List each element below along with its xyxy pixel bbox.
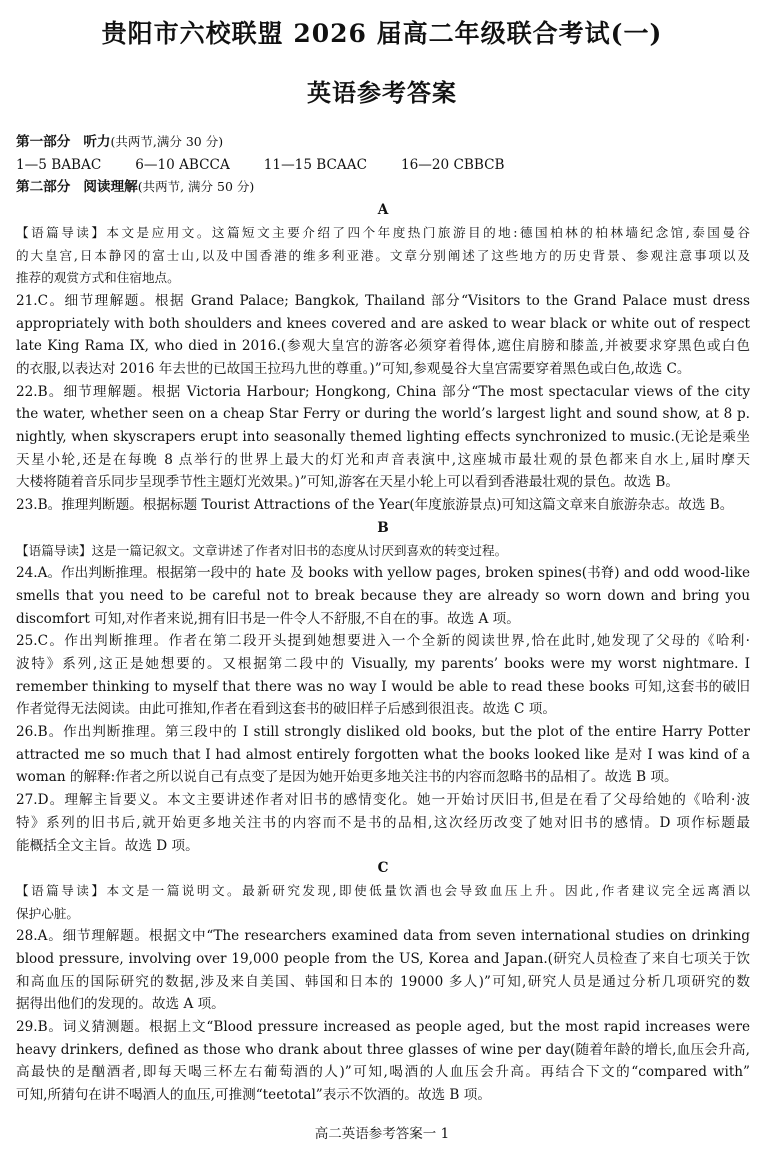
q27-line: 27.D。理解主旨要义。本文主要讲述作者对旧书的感情变化。她一开始讨厌旧书,但是在看了父母给她的《哈利·波 <box>16 792 750 809</box>
doc-subtitle: 英语参考答案 <box>307 78 457 107</box>
exam-title: 贵阳市六校联盟 2026 届高二年级联合考试(一) <box>101 19 663 48</box>
answer-group: 6—10 ABCCA <box>135 156 230 173</box>
part1-name: 听力 <box>83 134 111 150</box>
q27-line: 特》系列的旧书后,就开始更多地关注书的内容而不是书的品相,这次经历改变了她对旧书的感情。D 项作标题最 <box>16 814 750 831</box>
q22-line: 大楼将随着音乐同步呈现季节性主题灯光效果。)”可知,游客在天星小轮上可以看到香港最壮观的景色。故选 B。 <box>16 474 679 491</box>
q21-line: 的衣服,以表达对 2016 年去世的已故国王拉玛九世的尊重。)”可知,参观曼谷大皇宫需要穿着黑色或白色,故选 C。 <box>16 360 691 377</box>
q25-line: 作者觉得无法阅读。由此可推知,作者在看到这套书的破旧样子后感到很沮丧。故选 C 项。 <box>16 701 556 718</box>
q26-line: woman 的解释:作者之所以说自己有点变了是因为她开始更多地关注书的内容而忽略书的品相了。故选 B 项。 <box>16 769 678 786</box>
page-footer: 高二英语参考答案一 1 <box>314 1126 450 1142</box>
section-a-heading: A <box>377 202 389 219</box>
section-c-heading: C <box>377 860 389 877</box>
section-a-intro-line: 【语篇导读】本文是应用文。这篇短文主要介绍了四个年度热门旅游目的地:德国柏林的柏林墙纪念馆,泰国曼谷 <box>16 224 750 240</box>
part1-label: 第一部分 <box>16 134 71 150</box>
section-a-intro-line: 推荐的观赏方式和住宿地点。 <box>16 270 180 286</box>
q28-line: 据得出他们的发现的。故选 A 项。 <box>16 996 225 1013</box>
q21-line: appropriately with both shoulders and knees covered and are asked to wear black or white out of respect <box>16 315 750 332</box>
section-a-intro-line: 的大皇宫,日本静冈的富士山,以及中国香港的维多利亚港。文章分别阐述了这些地方的历史背景、参观注意事项以及 <box>16 247 750 263</box>
q28-line: blood pressure, involving over 19,000 people from the US, Korea and Japan.(研究人员检查了来自七项关于饮 <box>16 951 750 967</box>
part2-name: 阅读理解 <box>83 179 138 196</box>
q28-line: 和高血压的国际研究的数据,涉及来自美国、韩国和日本的 19000 多人)”可知,研究人员是通过分析几项研究的数 <box>16 973 750 990</box>
q25-line: remember thinking to myself that there was no way I would be able to read these books 可知,这套书的破旧 <box>16 678 750 695</box>
listening-answers <box>16 154 750 177</box>
q26-line: 26.B。作出判断推理。第三段中的 I still strongly disliked old books, but the plot of the entire Harry Potter <box>16 724 750 741</box>
q24-line: smells that you need to be careful not to break because they are already so worn down and bring you <box>16 587 750 604</box>
q22-line: 22.B。细节理解题。根据 Victoria Harbour; Hongkong, China 部分“The most spectacular views of the city <box>16 383 750 400</box>
q29-line: 高最快的是酗酒者,即每天喝三杯左右葡萄酒的人)”可知,喝酒的人血压会升高。再结合下文的“compared with” <box>16 1064 750 1081</box>
answer-group: 1—5 BABAC <box>16 156 102 173</box>
q26-line: attracted me so much that I had almost entirely forgotten what the books looked like 是对 I was kind of a <box>16 746 750 763</box>
q29-line: heavy drinkers, defined as those who drank about three glasses of wine per day(随着年龄的增长,血压会升高, <box>16 1041 750 1058</box>
answer-group: 11—15 BCAAC <box>263 156 367 173</box>
q23-line: 23.B。推理判断题。根据标题 Tourist Attractions of the Year(年度旅游景点)可知这篇文章来自旅游杂志。故选 B。 <box>16 497 734 514</box>
q25-line: 25.C。作出判断推理。作者在第二段开头提到她想要进入一个全新的阅读世界,恰在此时,她发现了父母的《哈利· <box>16 633 750 650</box>
q29-line: 可知,所猜句在讲不喝酒人的血压,可推测“teetotal”表示不饮酒的。故选 B 项。 <box>16 1087 491 1104</box>
part2-heading <box>16 176 750 199</box>
part1-note: (共两节,满分 30 分) <box>110 134 224 149</box>
content-body <box>16 131 750 1107</box>
q22-line: the water, whether seen on a cheap Star Ferry or during the world’s largest light and sound show, at 8 p. <box>16 406 750 423</box>
section-b-intro-line: 【语篇导读】这是一篇记叙文。文章讲述了作者对旧书的态度从讨厌到喜欢的转变过程。 <box>16 542 508 558</box>
q27-line: 能概括全文主旨。故选 D 项。 <box>16 837 199 854</box>
part2-note: (共两节, 满分 50 分) <box>137 179 255 195</box>
part2-label: 第二部分 <box>16 179 71 196</box>
q29-line: 29.B。词义猜测题。根据上文“Blood pressure increased as people aged, but the most rapid increases were <box>16 1019 750 1036</box>
section-c-intro-line: 保护心脏。 <box>16 905 79 921</box>
q22-line: 天星小轮,还是在每晚 8 点举行的世界上最大的灯光和声音表演中,这座城市最壮观的景色都来自水上,届时摩天 <box>16 451 750 468</box>
q24-line: discomfort 可知,对作者来说,拥有旧书是一件令人不舒服,不自在的事。故选 A 项。 <box>16 610 520 627</box>
q22-line: nightly, when skyscrapers erupt into seasonally themed lighting effects synchronized to music.(无论是乘坐 <box>16 429 750 446</box>
q21-line: late King Rama IX, who died in 2016.(参观大皇宫的游客必须穿着得体,遮住肩膀和膝盖,并被要求穿黑色或白色 <box>16 338 750 355</box>
q21-line: 21.C。细节理解题。根据 Grand Palace; Bangkok, Thailand 部分“Visitors to the Grand Palace must dress <box>16 292 750 309</box>
q28-line: 28.A。细节理解题。根据文中“The researchers examined data from seven international studies on drinking <box>16 928 750 945</box>
part1-heading <box>16 131 750 154</box>
q24-line: 24.A。作出判断推理。根据第一段中的 hate 及 books with yellow pages, broken spines(书脊) and odd wood-like <box>16 565 750 582</box>
section-b-heading: B <box>377 519 389 536</box>
q25-line: 波特》系列,这正是她想要的。又根据第二段中的 Visually, my parents’ books were my worst nightmare. I <box>16 655 750 672</box>
section-c-intro-line: 【语篇导读】本文是一篇说明文。最新研究发现,即使低量饮酒也会导致血压上升。因此,作者建议完全远离酒以 <box>16 882 750 898</box>
answer-group: 16—20 CBBCB <box>400 156 505 173</box>
